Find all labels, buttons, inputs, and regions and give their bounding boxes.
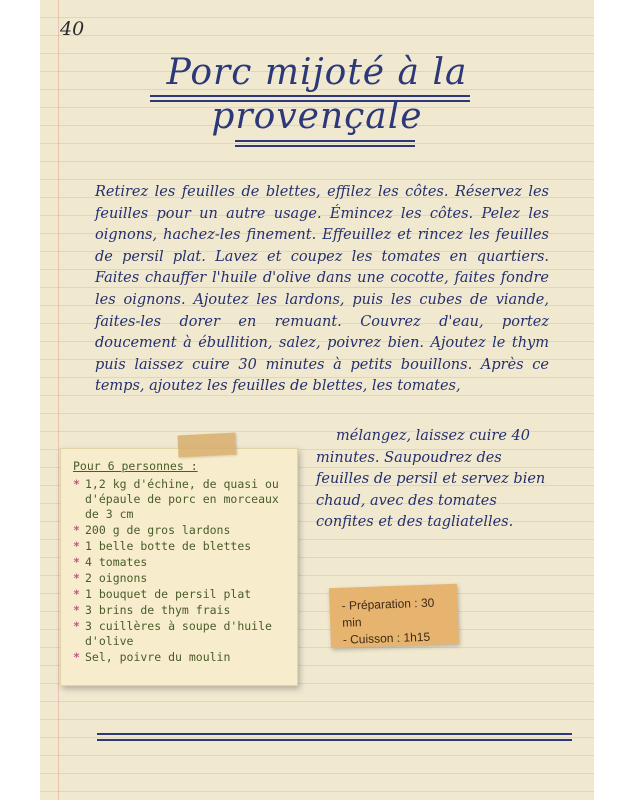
asterisk-bullet-icon: *: [73, 571, 80, 585]
instructions-text: Retirez les feuilles de blettes, effilez les côtes. Réservez les feuilles pour un autre usage. Émincez les côtes. Pelez les oignons, hachez-les finement. Effeuillez et rincez les feuilles de persil plat. Lavez et coupez les tomates en quartiers. Faites chauffer l'huile d'olive dans une cocotte, faites fondre les oignons. Ajoutez les lardons, puis les cubes de viande, faites-les dorer en remuant. Couvrez d'eau, portez doucement à ébullition, salez, poivrez bien. Ajoutez le thym puis laissez cuire 30 minutes à petits bouillons. Après ce temps, ajoutez les feuilles de blettes, les tomates,: [95, 184, 549, 395]
asterisk-bullet-icon: *: [73, 555, 80, 569]
instructions-continuation: mélangez, laissez cuire 40 minutes. Saupoudrez des feuilles de persil et servez bien chaud, avec des tomates confites et des tagliatelles.: [316, 428, 546, 531]
bottom-rule: [97, 733, 572, 735]
ingredient-item: [73, 650, 287, 665]
asterisk-bullet-icon: *: [73, 539, 80, 553]
title-underline: [235, 145, 415, 147]
ingredient-text: 4 tomates: [85, 555, 148, 569]
ingredient-item: [73, 603, 287, 618]
asterisk-bullet-icon: *: [73, 477, 80, 491]
cook-time: - Cuisson : 1h15: [342, 629, 431, 647]
ingredient-text: 1,2 kg d'échine, de quasi ou d'épaule de porc en morceaux de 3 cm: [85, 477, 279, 521]
ingredients-card: [60, 448, 298, 686]
ingredient-item: [73, 571, 287, 586]
ingredient-item: [73, 587, 287, 602]
recipe-title-line-2: provençale: [211, 96, 423, 137]
timing-tag: [329, 584, 459, 648]
recipe-page: [40, 0, 594, 800]
recipe-title-line-1: Porc mijoté à la: [166, 52, 468, 93]
ingredient-item: [73, 477, 287, 522]
ingredient-text: 3 brins de thym frais: [85, 603, 231, 617]
ingredient-item: [73, 619, 287, 649]
ingredient-text: 1 belle botte de blettes: [85, 539, 252, 553]
tape-strip: [177, 432, 236, 457]
ingredient-item: [73, 523, 287, 538]
asterisk-bullet-icon: *: [73, 619, 80, 633]
ingredient-text: 3 cuillères à soupe d'huile d'olive: [85, 619, 272, 648]
prep-time: - Préparation : 30 min: [341, 595, 435, 630]
bottom-rule: [97, 739, 572, 741]
title-underline: [235, 140, 415, 142]
ingredients-list: [73, 477, 287, 665]
ingredients-title: Pour 6 personnes :: [73, 459, 198, 473]
ingredient-text: 1 bouquet de persil plat: [85, 587, 252, 601]
asterisk-bullet-icon: *: [73, 523, 80, 537]
ingredient-text: 2 oignons: [85, 571, 148, 585]
ingredient-text: Sel, poivre du moulin: [85, 650, 231, 664]
asterisk-bullet-icon: *: [73, 650, 80, 664]
asterisk-bullet-icon: *: [73, 587, 80, 601]
ingredient-item: [73, 539, 287, 554]
ingredient-text: 200 g de gros lardons: [85, 523, 231, 537]
ingredient-item: [73, 555, 287, 570]
asterisk-bullet-icon: *: [73, 603, 80, 617]
page-number: 40: [60, 18, 85, 40]
